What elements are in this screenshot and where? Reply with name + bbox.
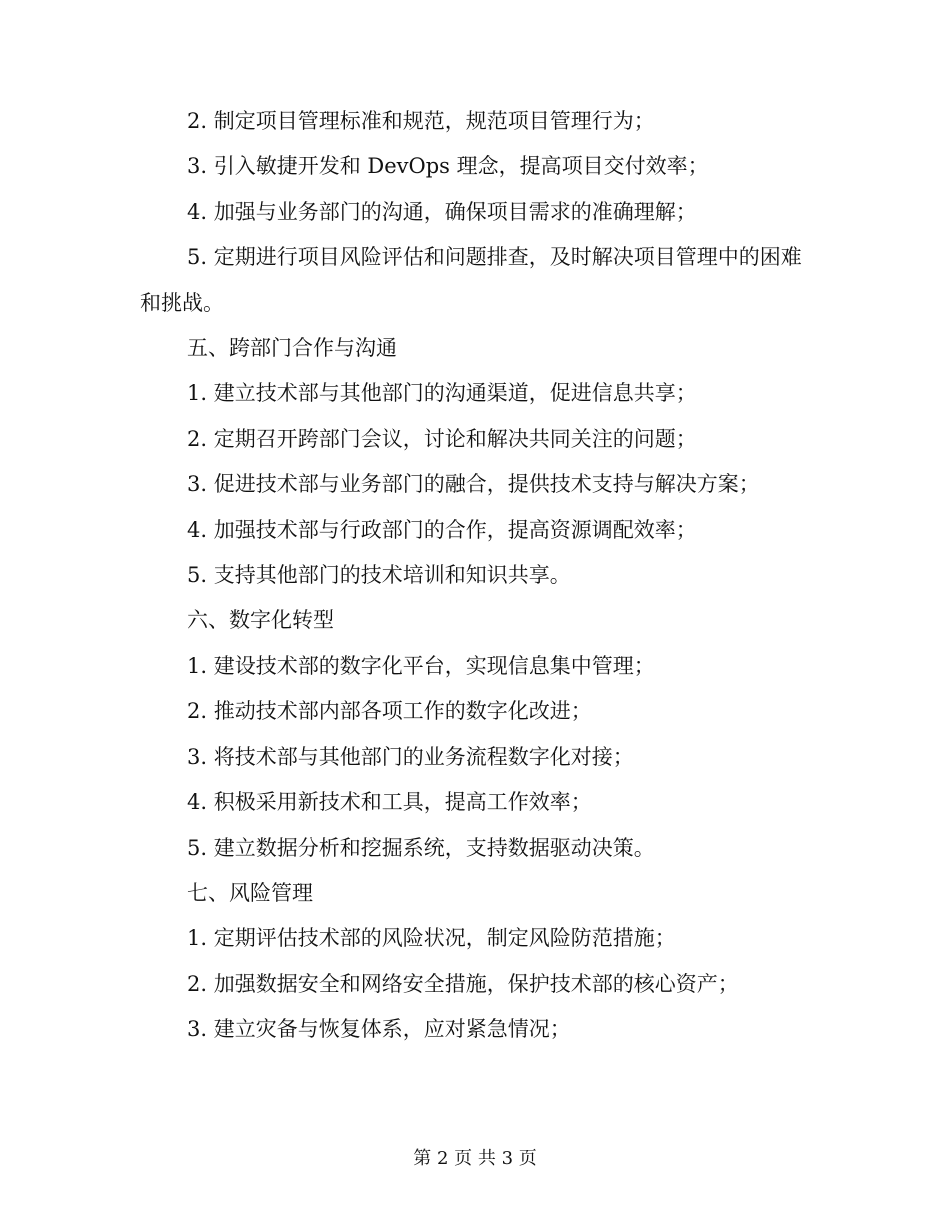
list-item: 5. 支持其他部门的技术培训和知识共享。 xyxy=(187,563,571,588)
list-item: 4. 加强与业务部门的沟通，确保项目需求的准确理解； xyxy=(187,199,697,224)
list-item: 5. 定期进行项目风险评估和问题排查，及时解决项目管理中的困难和挑战。 xyxy=(140,245,802,315)
document-body xyxy=(140,99,810,1053)
list-item: 3. 建立灾备与恢复体系，应对紧急情况； xyxy=(187,1017,571,1042)
list-item: 2. 制定项目管理标准和规范，规范项目管理行为； xyxy=(187,109,655,133)
list-item: 1. 定期评估技术部的风险状况，制定风险防范措施； xyxy=(187,926,676,951)
section-heading: 六、数字化转型 xyxy=(187,608,334,633)
page-footer xyxy=(0,1146,950,1172)
list-item: 3. 引入敏捷开发和 DevOps 理念，提高项目交付效率； xyxy=(187,154,709,179)
list-item: 2. 加强数据安全和网络安全措施，保护技术部的核心资产； xyxy=(187,971,739,996)
section-heading: 七、风险管理 xyxy=(187,880,313,905)
list-item: 5. 建立数据分析和挖掘系统，支持数据驱动决策。 xyxy=(187,835,655,860)
list-item: 3. 促进技术部与业务部门的融合，提供技术支持与解决方案； xyxy=(187,472,760,497)
list-item: 3. 将技术部与其他部门的业务流程数字化对接； xyxy=(187,744,634,769)
list-item: 4. 积极采用新技术和工具，提高工作效率； xyxy=(187,790,592,815)
list-item: 2. 定期召开跨部门会议，讨论和解决共同关注的问题； xyxy=(187,426,697,451)
list-item: 1. 建设技术部的数字化平台，实现信息集中管理； xyxy=(187,653,655,678)
section-heading: 五、跨部门合作与沟通 xyxy=(187,336,397,361)
list-item: 1. 建立技术部与其他部门的沟通渠道，促进信息共享； xyxy=(187,381,697,406)
page-number: 第 2 页 共 3 页 xyxy=(413,1148,537,1169)
list-item: 2. 推动技术部内部各项工作的数字化改进； xyxy=(187,699,592,724)
list-item: 4. 加强技术部与行政部门的合作，提高资源调配效率； xyxy=(187,517,697,542)
